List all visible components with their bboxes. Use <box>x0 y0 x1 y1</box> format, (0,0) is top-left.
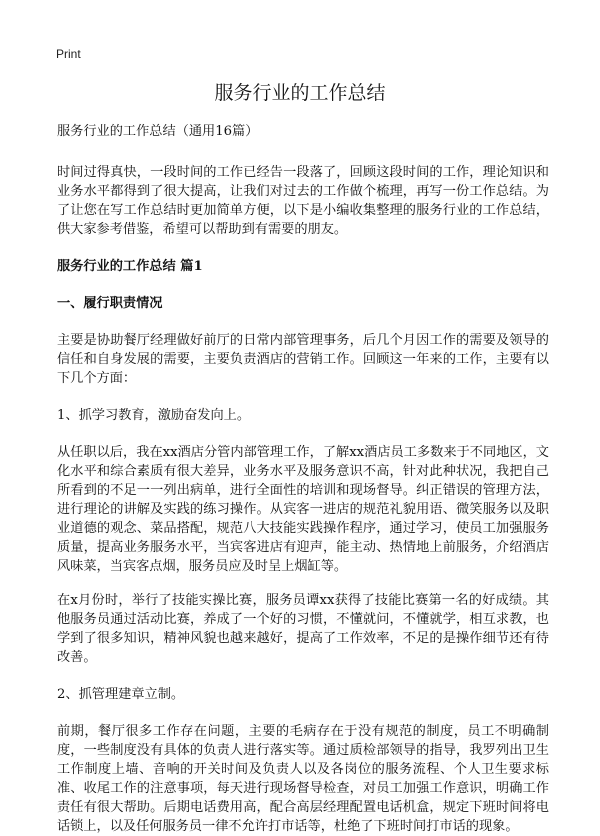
intro-paragraph: 时间过得真快，一段时间的工作已经告一段落了，回顾这段时间的工作，理论知识和业务水平都得到了很大提高，让我们对过去的工作做个梳理，再写一份工作总结。为了让您在写工作总结时更加简单方便，以下是小编收集整理的服务行业的工作总结，供大家参考借鉴，希望可以帮助到有需要的朋友。 <box>57 165 549 237</box>
article-heading: 服务行业的工作总结 篇1 <box>57 259 203 274</box>
point2-body-paragraph: 前期，餐厅很多工作存在问题，主要的毛病存在于没有规范的制度，员工不明确制度，一些制度没有具体的负责人进行落实等。通过质检部领导的指导，我罗列出卫生工作制度上墙、音响的开关时间及负责人以及各岗位的服务流程、个人卫生要求标准、收尾工作的注意事项，每天进行现场督导检查，对员工加强工作意识，明确工作责任有很大帮助。后期电话费用高，配合高层经理配置电话机盒，规定下班时间将电话锁上，以及任何服务员一律不允许打市话等，杜绝了下班时间打市话的现象。 <box>57 724 549 834</box>
point2-heading: 2、抓管理建章立制。 <box>57 687 185 702</box>
point1-body-paragraph-2: 在x月份时，举行了技能实操比赛，服务员谭xx获得了技能比赛第一名的好成绩。其他服务员通过活动比赛，养成了一个好的习惯，不懂就问，不懂就学，相互求教，也学到了很多知识，精神风貌也越来越好，提高了工作效率，不足的是操作细节还有待改善。 <box>57 593 549 665</box>
print-link[interactable]: Print <box>56 47 81 61</box>
section-intro-paragraph: 主要是协助餐厅经理做好前厅的日常内部管理事务，后几个月因工作的需要及领导的信任和自身发展的需要，主要负责酒店的营销工作。回顾这一年来的工作，主要有以下几个方面： <box>57 333 549 386</box>
document-body <box>57 122 549 836</box>
section-heading: 一、履行职责情况 <box>57 296 163 311</box>
point1-heading: 1、抓学习教育，激励奋发向上。 <box>57 408 251 423</box>
document-title: 服务行业的工作总结 <box>214 82 386 104</box>
point1-body-paragraph: 从任职以后，我在xx酒店分管内部管理工作，了解xx酒店员工多数来于不同地区，文化水平和综合素质有很大差异，业务水平及服务意识不高，针对此种状况，我把自己所看到的不足一一列出病单，进行全面性的培训和现场督导。纠正错误的管理方法，进行理论的讲解及实践的练习操作。从宾客一进店的规范礼貌用语、微笑服务以及职业道德的观念、菜品搭配，规范八大技能实践操作程序，通过学习，使员工加强服务质量，提高业务服务水平，当宾客进店有迎声，能主动、热情地上前服务，介绍酒店风味菜，当宾客点烟，服务员应及时呈上烟缸等。 <box>57 445 549 574</box>
document-subtitle: 服务行业的工作总结（通用16篇） <box>57 124 259 139</box>
